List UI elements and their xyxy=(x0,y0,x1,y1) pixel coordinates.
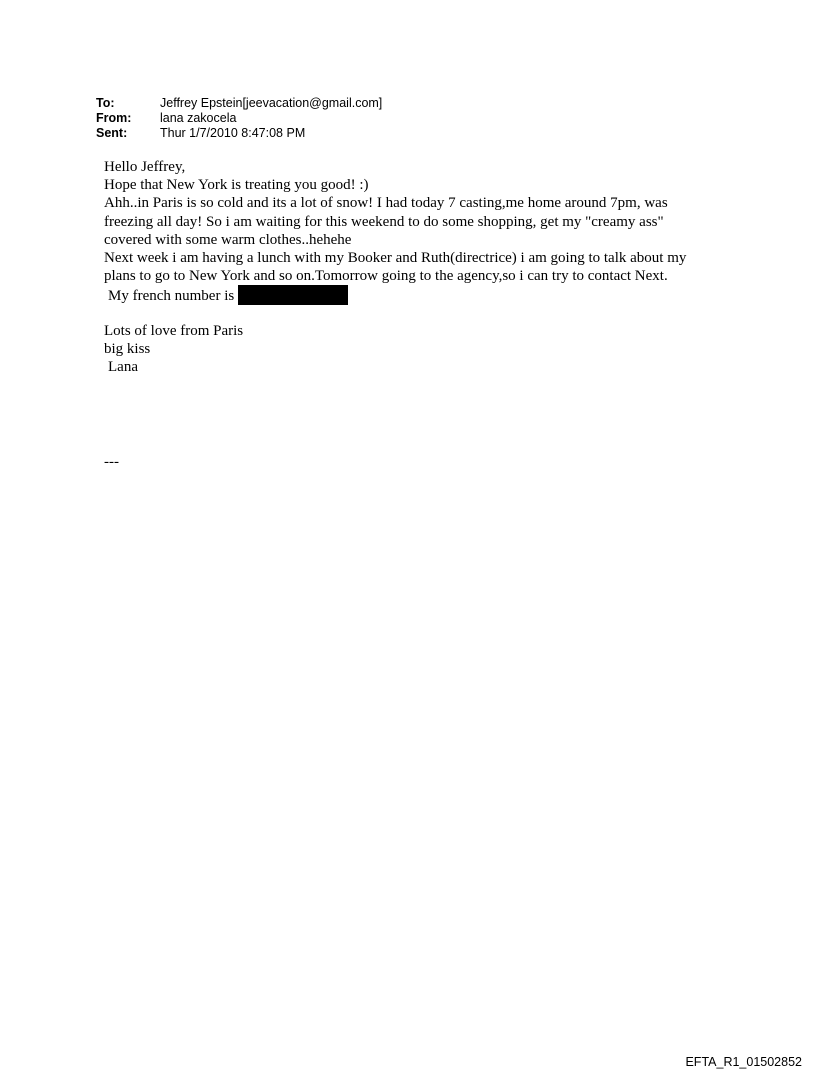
from-value: lana zakocela xyxy=(160,111,237,125)
sent-row xyxy=(96,126,382,141)
body-line: freezing all day! So i am waiting for this weekend to do some shopping, get my "creamy ass" xyxy=(104,213,664,230)
from-row xyxy=(96,111,382,126)
paragraph-gap xyxy=(104,304,744,322)
to-label: To: xyxy=(96,96,115,110)
separator: --- xyxy=(104,454,119,470)
body-line: Ahh..in Paris is so cold and its a lot of snow! I had today 7 casting,me home around 7pm, was xyxy=(104,195,668,212)
redaction-block xyxy=(238,285,348,305)
phone-prefix: My french number is xyxy=(108,288,235,305)
sent-value: Thur 1/7/2010 8:47:08 PM xyxy=(160,126,306,140)
email-header xyxy=(96,96,382,141)
to-row xyxy=(96,96,382,111)
body-line: Next week i am having a lunch with my Booker and Ruth(directrice) i am going to talk about my xyxy=(104,249,687,266)
document-id: EFTA_R1_01502852 xyxy=(685,1055,802,1069)
from-label: From: xyxy=(96,111,132,125)
closing-line: Lots of love from Paris xyxy=(104,322,244,339)
to-value: Jeffrey Epstein[jeevacation@gmail.com] xyxy=(160,96,383,110)
phone-line xyxy=(104,285,744,303)
body-line: covered with some warm clothes..hehehe xyxy=(104,231,352,248)
sent-label: Sent: xyxy=(96,126,128,140)
closing-line: big kiss xyxy=(104,340,151,357)
body-line: plans to go to New York and so on.Tomorrow going to the agency,so i can try to contact Next. xyxy=(104,268,668,285)
signature: Lana xyxy=(108,358,138,375)
email-body xyxy=(104,158,744,376)
body-line: Hope that New York is treating you good! :) xyxy=(104,177,369,194)
greeting: Hello Jeffrey, xyxy=(104,159,186,175)
